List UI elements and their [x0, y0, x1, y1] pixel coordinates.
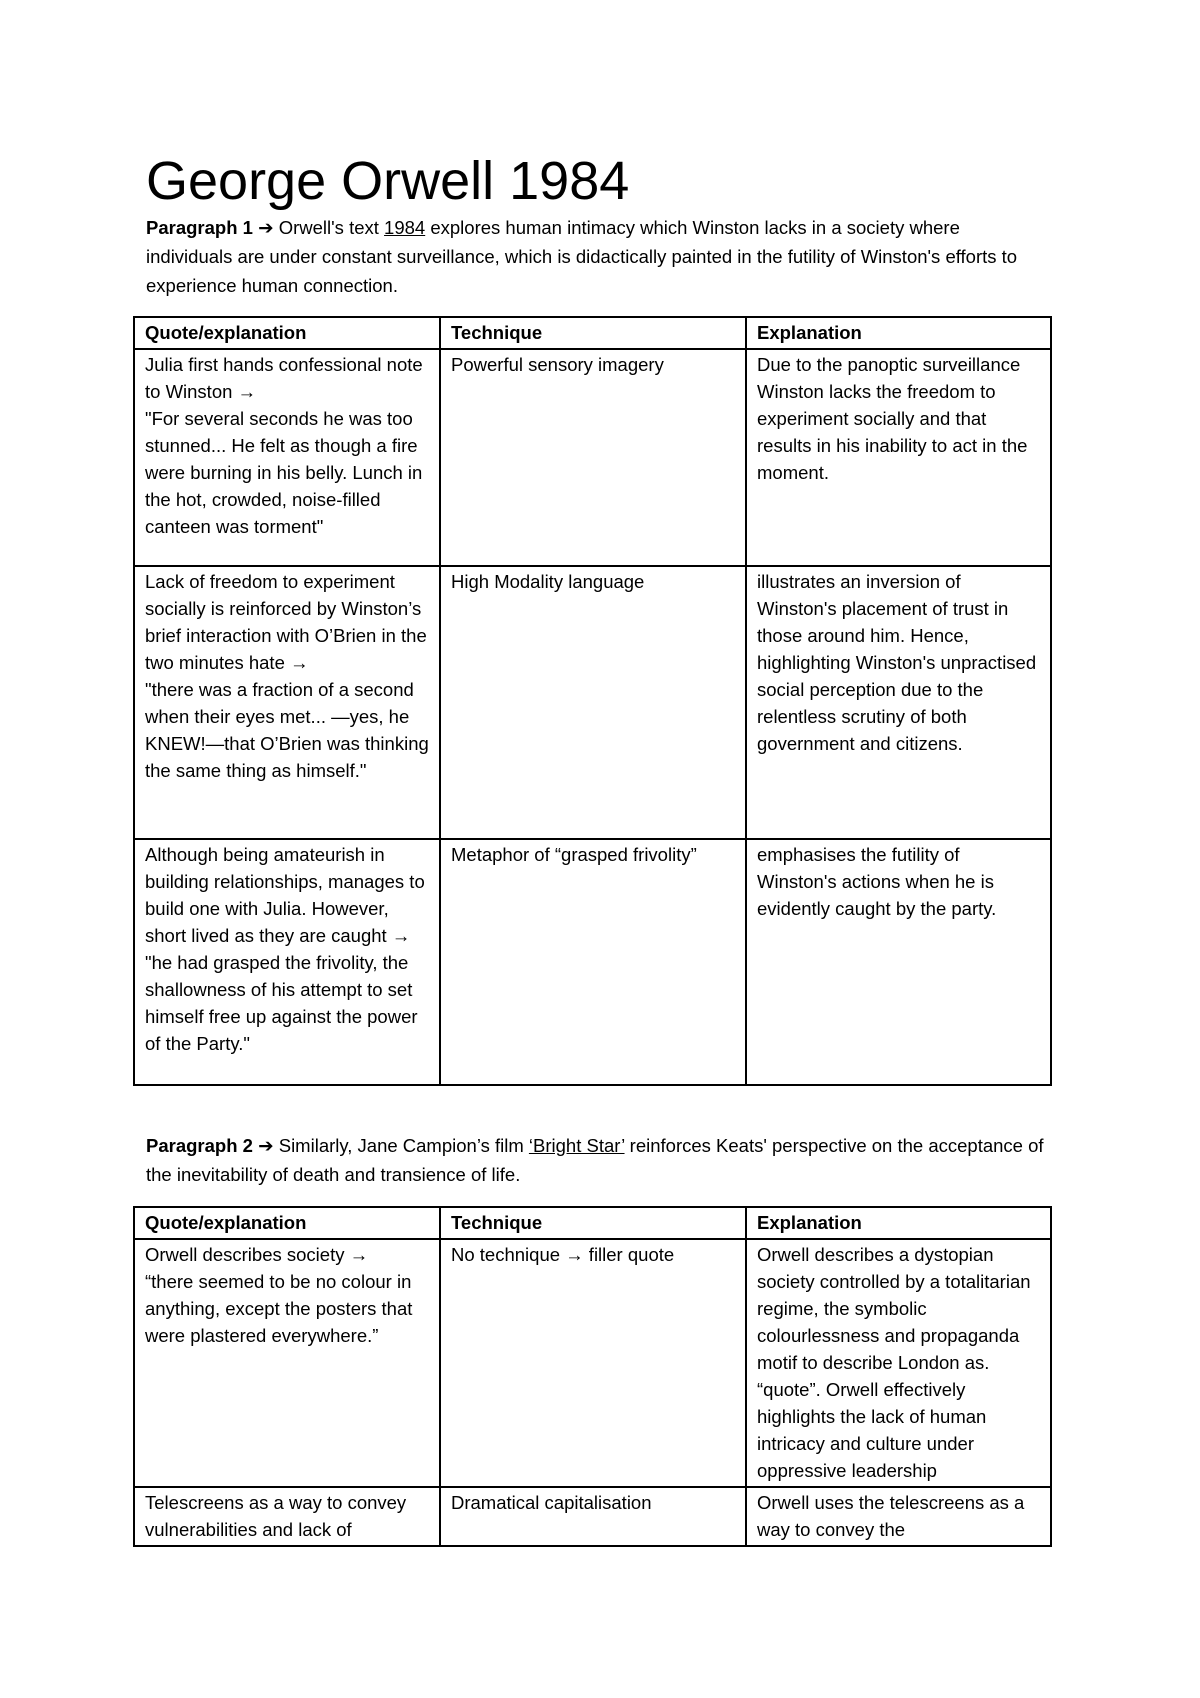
arrow-right-icon: ➔ — [258, 217, 274, 238]
paragraph-2-text-before: Similarly, Jane Campion’s film — [278, 1135, 524, 1156]
header-technique: Technique — [440, 317, 746, 349]
explanation-cell: Due to the panoptic surveillance Winston lacks the freedom to experiment socially and that results in his inability to act in the moment. — [746, 349, 1051, 566]
arrow-right-icon: ➔ — [258, 1135, 274, 1156]
quote-cell: Julia first hands confessional note to Winston → "For several seconds he was too stunned... He felt as though a fire were burning in his belly. Lunch in the hot, crowded, noise-filled canteen was torment" — [134, 349, 440, 566]
explanation-cell: Orwell uses the telescreens as a way to convey the — [746, 1487, 1051, 1546]
document-title: George Orwell 1984 — [146, 151, 630, 211]
technique-cell: Powerful sensory imagery — [440, 349, 746, 566]
header-explanation: Explanation — [746, 1207, 1051, 1239]
paragraph-1-text-before: Orwell's text — [278, 217, 379, 238]
header-quote: Quote/explanation — [134, 1207, 440, 1239]
explanation-cell: Orwell describes a dystopian society controlled by a totalitarian regime, the symbolic colourlessness and propaganda motif to describe London as. “quote”. Orwell effectively highlights the lack of human intricacy and culture under oppressive leadership — [746, 1239, 1051, 1487]
table-row — [134, 349, 1051, 566]
paragraph-1-thesis — [146, 213, 1046, 300]
quote-cell: Orwell describes society → “there seemed to be no colour in anything, except the posters that were plastered everywhere.” — [134, 1239, 440, 1487]
header-technique: Technique — [440, 1207, 746, 1239]
table-row — [134, 1487, 1051, 1546]
paragraph-1-table — [133, 316, 1052, 1086]
technique-cell: High Modality language — [440, 566, 746, 839]
film-title: ‘Bright Star’ — [528, 1135, 625, 1156]
explanation-cell: illustrates an inversion of Winston's placement of trust in those around him. Hence, highlighting Winston's unpractised social perception due to the relentless scrutiny of both government and citizens. — [746, 566, 1051, 839]
quote-cell: Lack of freedom to experiment socially is reinforced by Winston’s brief interaction with O’Brien in the two minutes hate → "there was a fraction of a second when their eyes met... —yes, he KNEW!—that O’Brien was thinking the same thing as himself." — [134, 566, 440, 839]
explanation-cell: emphasises the futility of Winston's actions when he is evidently caught by the party. — [746, 839, 1051, 1085]
book-title: 1984 — [384, 217, 426, 238]
paragraph-1-label: Paragraph 1 — [146, 217, 253, 238]
table-row — [134, 566, 1051, 839]
paragraph-1-text-after: explores human intimacy which Winston lacks in a society where individuals are under constant surveillance, which is didactically painted in the futility of Winston's efforts to experience human connection. — [146, 217, 1018, 296]
table-header-row — [134, 317, 1051, 349]
table-header-row — [134, 1207, 1051, 1239]
table-row — [134, 1239, 1051, 1487]
table-row — [134, 839, 1051, 1085]
paragraph-2-text-after: reinforces Keats' perspective on the acceptance of the inevitability of death and transience of life. — [146, 1135, 1044, 1185]
paragraph-2-table — [133, 1206, 1052, 1547]
header-explanation: Explanation — [746, 317, 1051, 349]
quote-cell: Although being amateurish in building relationships, manages to build one with Julia. However, short lived as they are caught → "he had grasped the frivolity, the shallowness of his attempt to set himself free up against the power of the Party." — [134, 839, 440, 1085]
paragraph-2-label: Paragraph 2 — [146, 1135, 253, 1156]
header-quote: Quote/explanation — [134, 317, 440, 349]
paragraph-2-thesis — [146, 1131, 1046, 1189]
technique-cell: Metaphor of “grasped frivolity” — [440, 839, 746, 1085]
quote-cell: Telescreens as a way to convey vulnerabilities and lack of — [134, 1487, 440, 1546]
technique-cell: Dramatical capitalisation — [440, 1487, 746, 1546]
technique-cell: No technique → filler quote — [440, 1239, 746, 1487]
